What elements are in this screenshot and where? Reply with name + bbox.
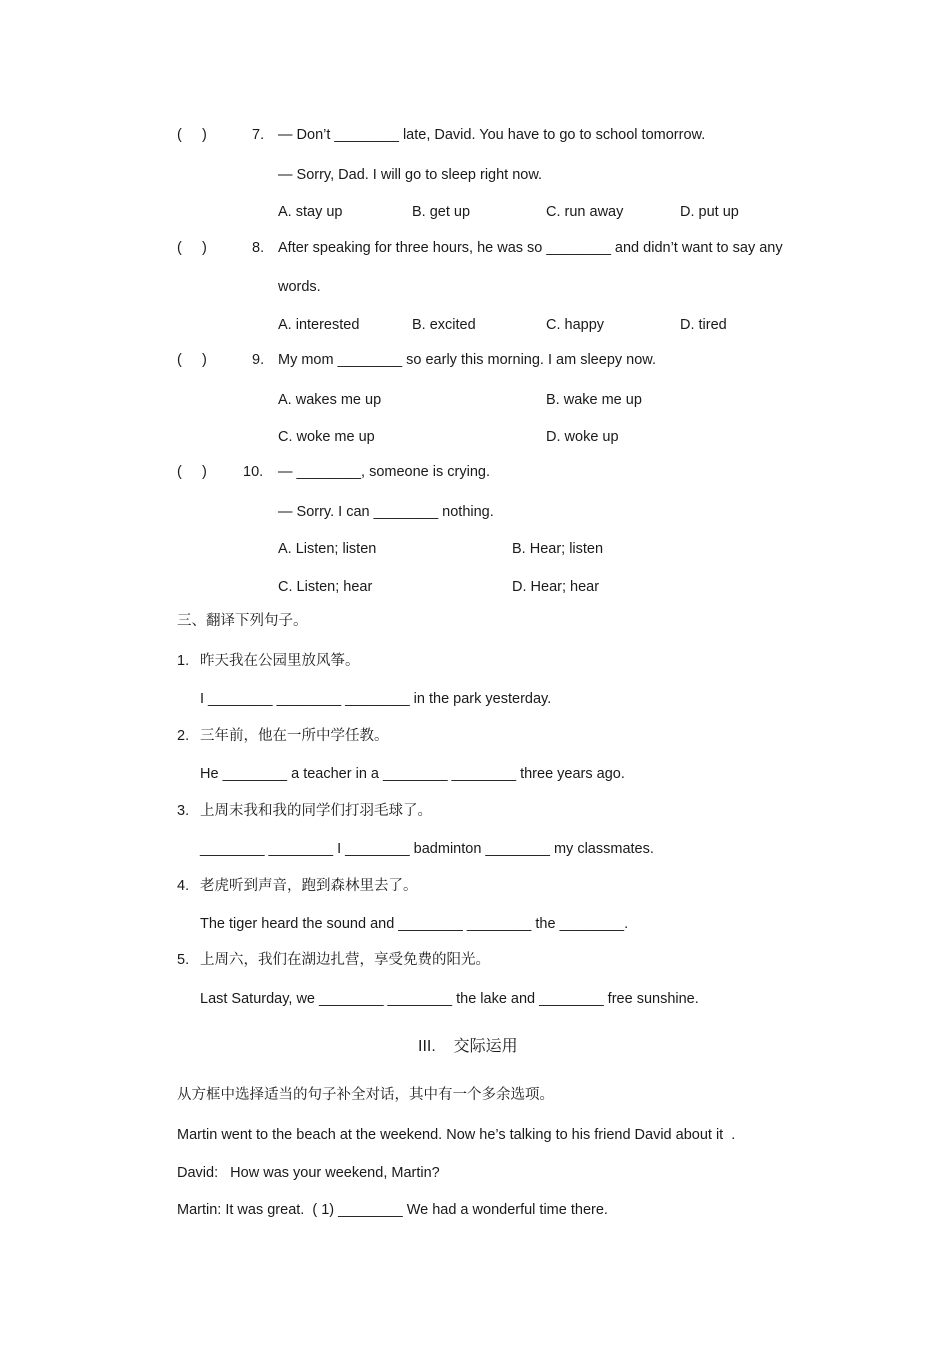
answer-bracket: ( )	[177, 464, 207, 480]
option-d: D. Hear; hear	[512, 579, 600, 595]
dialogue-line: David: How was your weekend, Martin?	[177, 1165, 440, 1181]
question-number: 7.	[252, 127, 265, 143]
item-number: 4.	[177, 878, 190, 894]
english-blank-sentence: The tiger heard the sound and ________ ________ the ________.	[200, 916, 629, 932]
question-number: 10.	[243, 464, 264, 480]
dialogue-intro: Martin went to the beach at the weekend. Now he’s talking to his friend David about it .	[177, 1127, 736, 1143]
english-blank-sentence: Last Saturday, we ________ ________ the lake and ________ free sunshine.	[200, 991, 699, 1007]
item-number: 2.	[177, 728, 190, 744]
section-title: III. 交际运用	[418, 1038, 518, 1055]
dialogue-line: Martin: It was great. ( 1) ________ We had a wonderful time there.	[177, 1202, 608, 1218]
question-stem: — ________, someone is crying.	[278, 464, 490, 480]
chinese-sentence: 昨天我在公园里放风筝。	[200, 653, 360, 669]
item-number: 3.	[177, 803, 190, 819]
chinese-sentence: 老虎听到声音，跑到森林里去了。	[200, 878, 418, 894]
option-c: C. woke me up	[278, 429, 375, 445]
question-stem: My mom ________ so early this morning. I am sleepy now.	[278, 352, 656, 368]
option-b: B. get up	[412, 204, 471, 220]
question-number: 8.	[252, 240, 265, 256]
question-stem: words.	[278, 279, 321, 295]
option-a: A. stay up	[278, 204, 343, 220]
item-number: 1.	[177, 653, 190, 669]
option-a: A. wakes me up	[278, 392, 382, 408]
option-b: B. Hear; listen	[512, 541, 604, 557]
answer-bracket: ( )	[177, 127, 207, 143]
instruction: 从方框中选择适当的句子补全对话，其中有一个多余选项。	[177, 1087, 554, 1103]
section-heading: 三、翻译下列句子。	[177, 613, 308, 629]
item-number: 5.	[177, 952, 190, 968]
option-d: D. tired	[680, 317, 727, 333]
question-number: 9.	[252, 352, 265, 368]
chinese-sentence: 上周六，我们在湖边扎营，享受免费的阳光。	[200, 952, 490, 968]
option-a: A. interested	[278, 317, 360, 333]
english-blank-sentence: I ________ ________ ________ in the park yesterday.	[200, 691, 552, 707]
option-c: C. run away	[546, 204, 624, 220]
option-d: D. woke up	[546, 429, 619, 445]
question-stem: — Don’t ________ late, David. You have to go to school tomorrow.	[278, 127, 706, 143]
answer-bracket: ( )	[177, 240, 207, 256]
option-b: B. excited	[412, 317, 476, 333]
option-d: D. put up	[680, 204, 739, 220]
question-stem: After speaking for three hours, he was so ________ and didn’t want to say any	[278, 240, 783, 256]
option-b: B. wake me up	[546, 392, 642, 408]
english-blank-sentence: ________ ________ I ________ badminton ________ my classmates.	[200, 841, 654, 857]
chinese-sentence: 三年前，他在一所中学任教。	[200, 728, 389, 744]
answer-bracket: ( )	[177, 352, 207, 368]
option-a: A. Listen; listen	[278, 541, 377, 557]
question-stem: — Sorry, Dad. I will go to sleep right now.	[278, 167, 543, 183]
option-c: C. happy	[546, 317, 605, 333]
english-blank-sentence: He ________ a teacher in a ________ ________ three years ago.	[200, 766, 625, 782]
question-stem: — Sorry. I can ________ nothing.	[278, 504, 494, 520]
chinese-sentence: 上周末我和我的同学们打羽毛球了。	[200, 803, 432, 819]
option-c: C. Listen; hear	[278, 579, 373, 595]
